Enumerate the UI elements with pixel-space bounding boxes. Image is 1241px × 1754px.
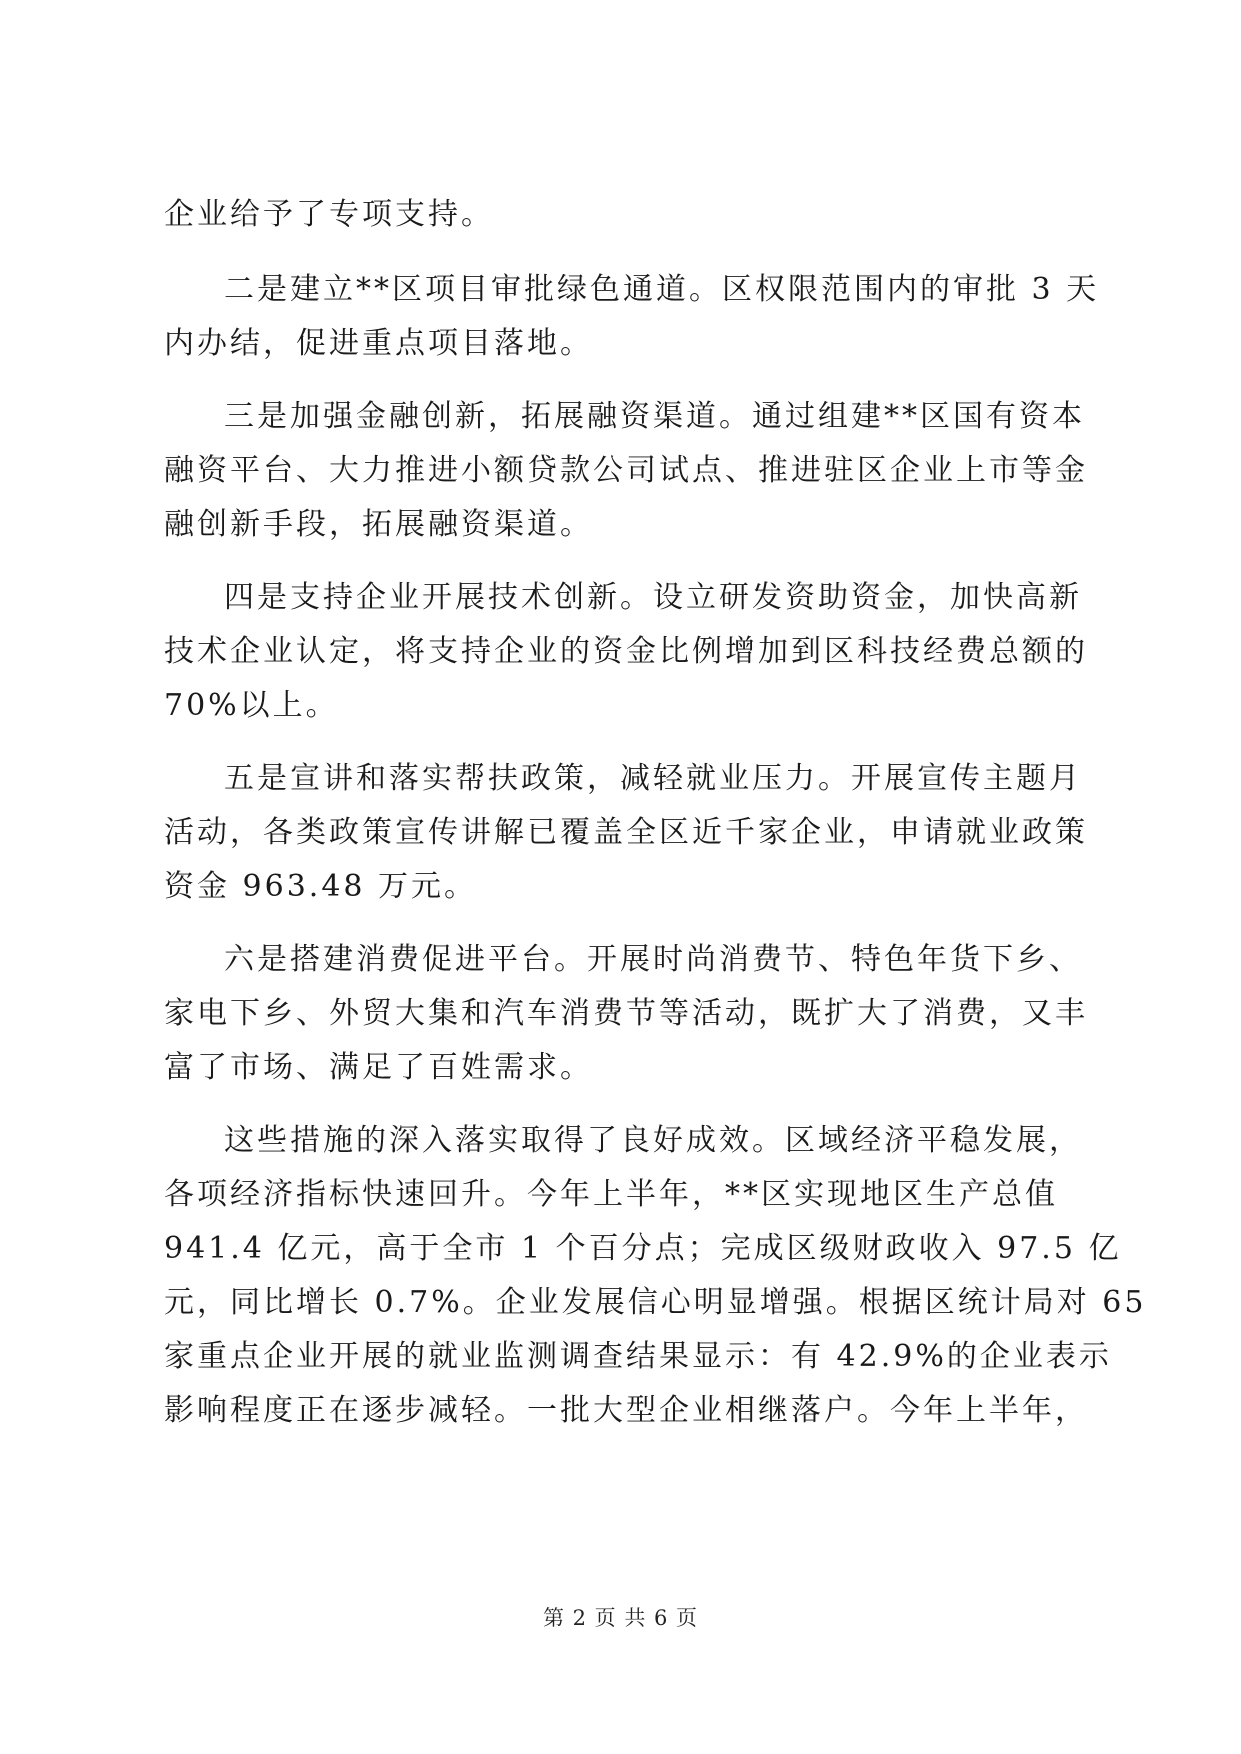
- text-line: 技术企业认定，将支持企业的资金比例增加到区科技经费总额的: [164, 634, 1088, 669]
- text-line: 70%以上。: [164, 688, 339, 723]
- text-line: 资金 963.48 万元。: [164, 869, 478, 904]
- text-line: 融创新手段，拓展融资渠道。: [164, 507, 593, 542]
- text-line: 企业给予了专项支持。: [164, 197, 494, 232]
- text-line: 六是搭建消费促进平台。开展时尚消费节、特色年货下乡、: [224, 942, 1082, 977]
- text-line: 家重点企业开展的就业监测调查结果显示：有 42.9%的企业表示: [164, 1339, 1112, 1374]
- text-line: 影响程度正在逐步减轻。一批大型企业相继落户。今年上半年，: [164, 1393, 1088, 1428]
- text-line: 941.4 亿元，高于全市 1 个百分点；完成区级财政收入 97.5 亿: [164, 1231, 1122, 1266]
- text-line: 这些措施的深入落实取得了良好成效。区域经济平稳发展，: [224, 1123, 1082, 1158]
- text-line: 富了市场、满足了百姓需求。: [164, 1050, 593, 1085]
- text-line: 家电下乡、外贸大集和汽车消费节等活动，既扩大了消费，又丰: [164, 996, 1088, 1031]
- text-line: 各项经济指标快速回升。今年上半年，**区实现地区生产总值: [164, 1177, 1058, 1212]
- page-number-footer: 第 2 页 共 6 页: [542, 1606, 699, 1630]
- text-line: 内办结，促进重点项目落地。: [164, 326, 593, 361]
- text-line: 五是宣讲和落实帮扶政策，减轻就业压力。开展宣传主题月: [224, 761, 1082, 796]
- text-line: 四是支持企业开展技术创新。设立研发资助资金，加快高新: [224, 580, 1082, 615]
- text-line: 三是加强金融创新，拓展融资渠道。通过组建**区国有资本: [224, 399, 1085, 434]
- text-line: 融资平台、大力推进小额贷款公司试点、推进驻区企业上市等金: [164, 453, 1088, 488]
- text-line: 元，同比增长 0.7%。企业发展信心明显增强。根据区统计局对 65: [164, 1285, 1147, 1320]
- text-line: 活动，各类政策宣传讲解已覆盖全区近千家企业，申请就业政策: [164, 815, 1088, 850]
- text-line: 二是建立**区项目审批绿色通道。区权限范围内的审批 3 天: [224, 272, 1100, 307]
